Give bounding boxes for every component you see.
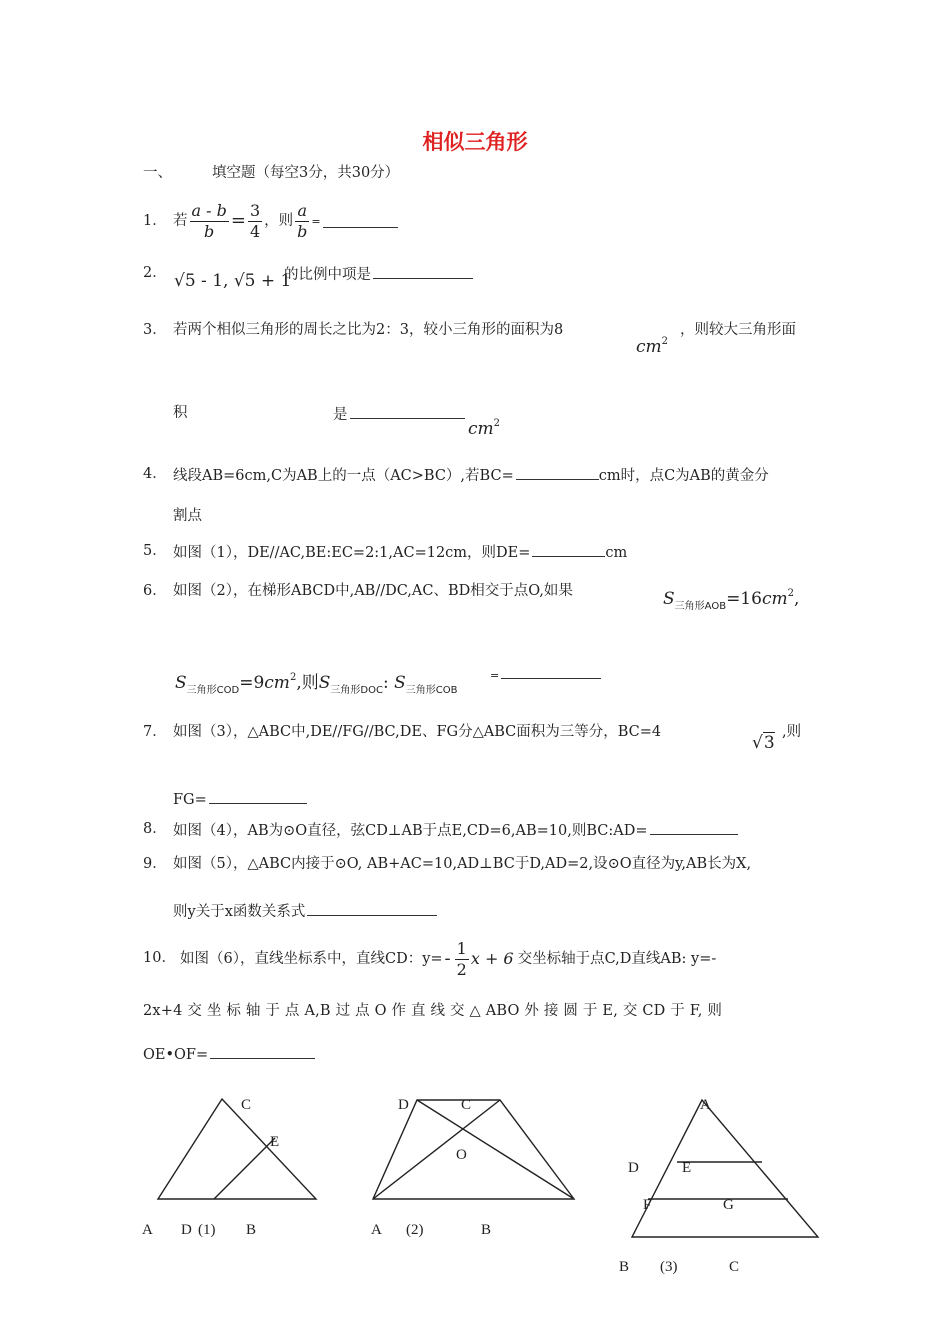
fig3-caption: (3) bbox=[660, 1259, 678, 1275]
fig1-label-e: E bbox=[270, 1134, 280, 1150]
q3-text: 若两个相似三角形的周长之比为2：3，较小三角形的面积为8 bbox=[173, 322, 564, 338]
fig1-label-a: A bbox=[142, 1222, 153, 1238]
q10-f-den: 2 bbox=[456, 959, 467, 979]
q7-number: 7． bbox=[143, 724, 167, 740]
fig2-label-a: A bbox=[371, 1222, 382, 1238]
q6-s2: S bbox=[175, 673, 187, 693]
q9-line2-text: 则y关于x函数关系式 bbox=[173, 904, 306, 920]
q10-f-num: 1 bbox=[456, 938, 467, 958]
q6-s1: S bbox=[663, 589, 675, 609]
q6-s3: S bbox=[318, 673, 331, 693]
fig1-label-d: D bbox=[181, 1222, 192, 1238]
fig3-label-g: G bbox=[723, 1197, 734, 1213]
q10-line3-text: OE•OF= bbox=[143, 1047, 209, 1063]
q1-f1-den: b bbox=[204, 221, 215, 241]
q1-f1-num: a - b bbox=[191, 200, 227, 220]
q6-then: ,则 bbox=[296, 673, 319, 693]
fig1-segment-de bbox=[214, 1138, 275, 1199]
q9-number: 9． bbox=[143, 856, 167, 872]
fig2-label-o: O bbox=[456, 1147, 467, 1163]
q6-comma: , bbox=[793, 589, 800, 609]
q1-number: 1． bbox=[143, 213, 167, 229]
q6-sup1: 2 bbox=[787, 588, 794, 599]
q7-text: 如图（3），△ABC中,DE//FG//BC,DE、FG分△ABC面积为三等分，BC=4 bbox=[173, 724, 662, 740]
q10-text2: 交坐标轴于点C,D直线AB: y=- bbox=[517, 950, 717, 967]
q6-number: 6． bbox=[143, 583, 167, 599]
q10-number: 10． bbox=[143, 950, 176, 966]
q3-text2: ，则较大三角形面 bbox=[680, 322, 796, 338]
q10-text: 如图（6），直线坐标系中，直线CD：y= bbox=[180, 950, 443, 967]
q7-root: √3 bbox=[752, 733, 775, 753]
q1-f2-den: 4 bbox=[249, 221, 261, 241]
q6-eq1: =16 bbox=[726, 589, 762, 609]
q2-expression: √5 - 1, √5 + 1 bbox=[174, 271, 292, 291]
fig1-triangle bbox=[158, 1099, 316, 1199]
q9-text: 如图（5），△ABC内接于⊙O, AB+AC=10,AD⊥BC于D,AD=2,设⊙O直径为y,AB长为X, bbox=[173, 856, 752, 872]
q1-prefix: 若 bbox=[173, 212, 188, 229]
q6-s4: S bbox=[394, 673, 406, 693]
q6-sub4: 三角形COB bbox=[405, 685, 458, 696]
q3-unit2-sup: 2 bbox=[493, 418, 501, 429]
q6-cm1: cm bbox=[761, 589, 788, 609]
q5-text: 如图（1），DE//AC,BE:EC=2:1,AC=12cm，则DE= bbox=[173, 545, 531, 561]
section-number: 一、 bbox=[143, 165, 172, 181]
q7-root-value: 3 bbox=[763, 733, 775, 753]
q2-number: 2． bbox=[143, 265, 167, 281]
q2-label: 的比例中项是 bbox=[284, 267, 371, 283]
q6-eq2: =9 bbox=[239, 673, 265, 693]
page-title: 相似三角形 bbox=[422, 130, 528, 154]
q10-minus: - bbox=[444, 948, 451, 969]
q3-unit2-text: cm bbox=[468, 419, 494, 439]
q1-f3-den: b bbox=[297, 221, 308, 241]
q6-sub1: 三角形AOB bbox=[674, 601, 727, 612]
fig3-label-f: F bbox=[643, 1197, 652, 1213]
fig3-label-d: D bbox=[628, 1160, 639, 1176]
q3-unit-sup: 2 bbox=[661, 336, 669, 347]
q3-unit-text: cm bbox=[636, 337, 662, 357]
fig3-label-c: C bbox=[729, 1259, 740, 1275]
q7-fg: FG= bbox=[173, 792, 207, 808]
q1-f2-num: 3 bbox=[249, 200, 261, 220]
q6-colon: : bbox=[382, 673, 389, 693]
fig1-label-c: C bbox=[241, 1097, 252, 1113]
fig1-caption: (1) bbox=[198, 1222, 216, 1238]
fig2-caption: (2) bbox=[406, 1222, 424, 1238]
fig3-label-b: B bbox=[619, 1259, 630, 1275]
q6-cm2: cm bbox=[264, 673, 290, 693]
q4-number: 4． bbox=[143, 466, 167, 482]
q8-number: 8． bbox=[143, 821, 167, 837]
q1-equals: = bbox=[230, 210, 246, 231]
q10-line2: 2x+4 交 坐 标 轴 于 点 A,B 过 点 O 作 直 线 交 △ ABO 外 接 圆 于 E, 交 CD 于 F, 则 bbox=[143, 1003, 723, 1019]
fig3-label-a: A bbox=[700, 1097, 711, 1113]
fig2-label-d: D bbox=[398, 1097, 409, 1113]
fig2-label-c: C bbox=[461, 1097, 472, 1113]
fig3-label-e: E bbox=[682, 1160, 692, 1176]
fig3-triangle bbox=[632, 1100, 818, 1237]
q1-mid: ，则 bbox=[264, 212, 294, 229]
q3-line2-a: 积 bbox=[173, 405, 188, 421]
section-label: 填空题（每空3分，共30分） bbox=[212, 165, 400, 181]
fig2-label-b: B bbox=[481, 1222, 492, 1238]
q4-line2: 割点 bbox=[173, 508, 202, 524]
q3-number: 3． bbox=[143, 322, 167, 338]
q5-number: 5． bbox=[143, 543, 167, 559]
q7-text2: ,则 bbox=[782, 724, 802, 740]
q6-eq-sign: = bbox=[490, 669, 500, 682]
q6-sup2: 2 bbox=[289, 672, 297, 683]
q10-tail: x + 6 bbox=[470, 949, 514, 968]
q6-sub2: 三角形COD bbox=[186, 685, 240, 696]
q3-line2-b-text: 是 bbox=[333, 407, 348, 423]
fig2-diagonal-bd bbox=[417, 1100, 574, 1199]
q1-f3-num: a bbox=[295, 201, 309, 222]
q1-post: = bbox=[311, 214, 321, 228]
fig2-diagonal-ac bbox=[373, 1100, 500, 1199]
q5-unit: cm bbox=[605, 545, 628, 561]
q6-sub3: 三角形DOC bbox=[330, 685, 383, 696]
fig1-label-b: B bbox=[246, 1222, 257, 1238]
q8-text: 如图（4），AB为⊙O直径，弦CD⊥AB于点E,CD=6,AB=10,则BC:AD= bbox=[173, 823, 648, 839]
q4-text2: cm时，点C为AB的黄金分 bbox=[598, 468, 769, 484]
q4-text: 线段AB=6cm,C为AB上的一点（AC>BC）,若BC= bbox=[173, 468, 514, 484]
q6-text: 如图（2），在梯形ABCD中,AB//DC,AC、BD相交于点O,如果 bbox=[173, 583, 573, 599]
fig2-trapezoid bbox=[373, 1100, 574, 1199]
